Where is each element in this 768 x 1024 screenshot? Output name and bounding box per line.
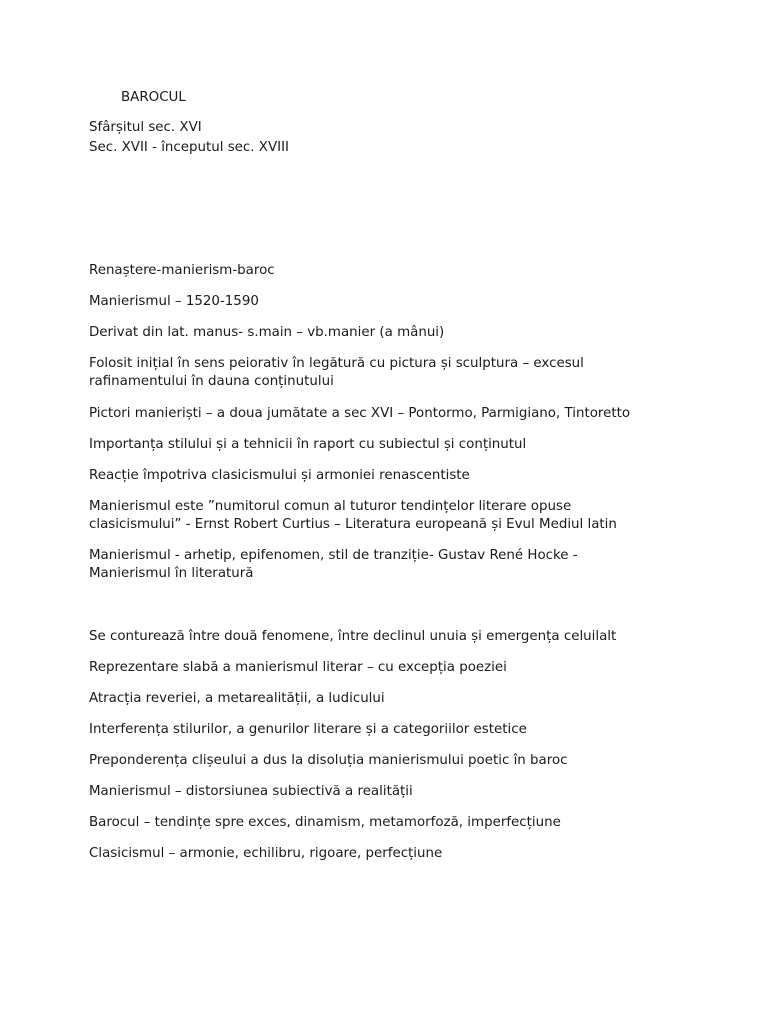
paragraph-16-line-1: Barocul – tendințe spre exces, dinamism, metamorfoză, imperfecțiune [89, 815, 561, 830]
paragraph-1-line-1: Renaștere-manierism-baroc [89, 263, 275, 278]
paragraph-4-line-1: Folosit inițial în sens peiorativ în legătură cu pictura și sculptura – excesul [89, 356, 584, 371]
paragraph-15-line-1: Manierismul – distorsiunea subiectivă a realității [89, 784, 413, 799]
paragraph-14-line-1: Preponderența clișeului a dus la disoluția manierismului poetic în baroc [89, 753, 568, 768]
paragraph-11-line-1: Reprezentare slabă a manierismul literar – cu excepția poeziei [89, 660, 507, 675]
paragraph-8-line-1: Manierismul este ”numitorul comun al tuturor tendințelor literare opuse [89, 499, 572, 514]
paragraph-13-line-1: Interferența stilurilor, a genurilor literare și a categoriilor estetice [89, 722, 527, 737]
paragraph-5-line-1: Pictori manieriști – a doua jumătate a sec XVI – Pontormo, Parmigiano, Tintoretto [89, 406, 631, 421]
paragraph-17-line-1: Clasicismul – armonie, echilibru, rigoare, perfecțiune [89, 846, 443, 861]
paragraph-4-line-2: rafinamentului în dauna conținutului [89, 374, 334, 389]
paragraph-6-line-1: Importanța stilului și a tehnicii în raport cu subiectul și conținutul [89, 437, 527, 452]
paragraph-9-line-1: Manierismul - arhetip, epifenomen, stil de tranziție- Gustav René Hocke - [89, 548, 578, 563]
paragraph-7-line-1: Reacție împotriva clasicismului și armoniei renascentiste [89, 468, 470, 483]
paragraph-12-line-1: Atracția reveriei, a metarealității, a ludicului [89, 691, 385, 706]
period-line-2: Sec. XVII - începutul sec. XVIII [89, 140, 289, 155]
paragraph-9-line-2: Manierismul în literatură [89, 566, 254, 581]
paragraph-2-line-1: Manierismul – 1520-1590 [89, 294, 259, 309]
paragraph-3-line-1: Derivat din lat. manus- s.main – vb.manier (a mânui) [89, 325, 445, 340]
period-line-1: Sfârșitul sec. XVI [89, 120, 202, 135]
document-title: BAROCUL [121, 90, 186, 105]
paragraph-10-line-1: Se conturează între două fenomene, între declinul unuia și emergența celuilalt [89, 629, 617, 644]
paragraph-8-line-2: clasicismului” - Ernst Robert Curtius – Literatura europeană și Evul Mediul latin [89, 517, 617, 532]
